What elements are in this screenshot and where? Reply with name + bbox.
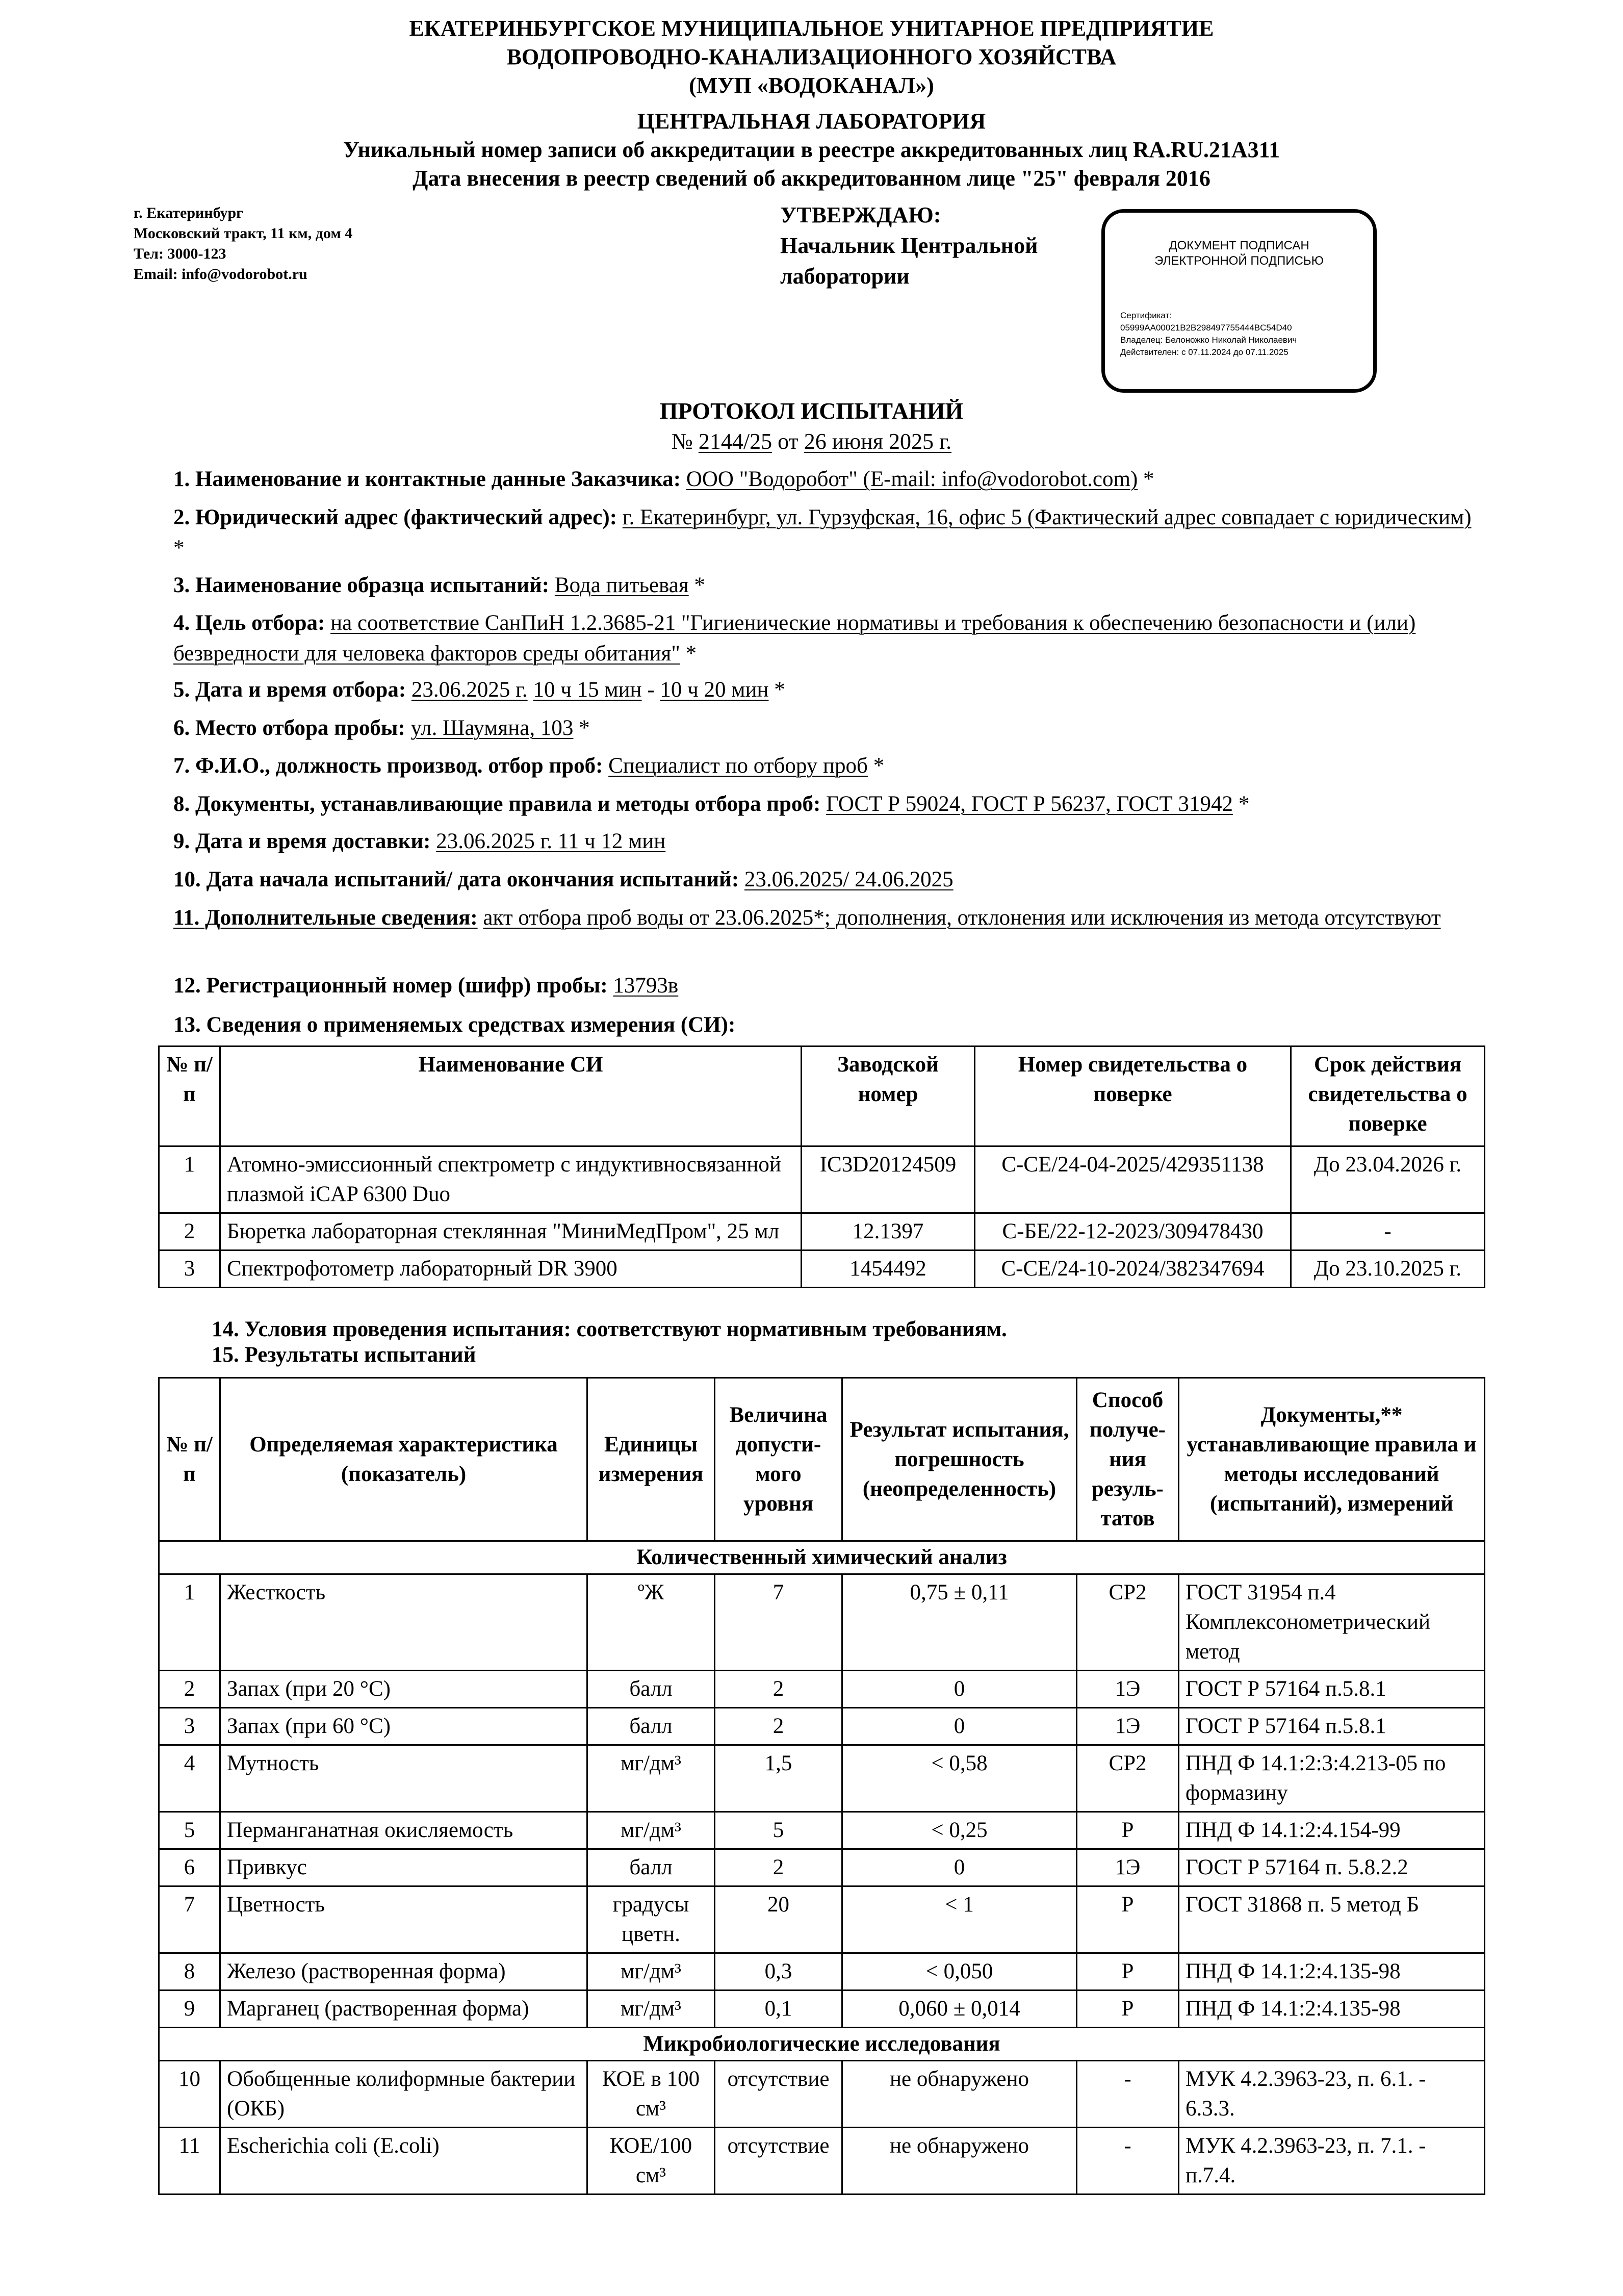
stamp-cert-value: 05999AA00021B2B298497755444BC54D40	[1120, 323, 1292, 333]
result-cell-documents: ПНД Ф 14.1:2:4.135-98	[1179, 1991, 1485, 2028]
result-cell-result: 0	[842, 1849, 1077, 1886]
item-purpose-value: на соответствие СанПиН 1.2.3685-21 "Гигиенические нормативы и требования к обеспечению безопасности и (или) безвредности для человека факторов среды обитания"	[173, 611, 1416, 666]
item-results-heading: 15. Результаты испытаний	[212, 1343, 476, 1367]
result-cell-number: 1	[159, 1574, 220, 1671]
result-cell-limit: 2	[715, 1849, 842, 1886]
stamp-owner: Владелец: Белоножко Николай Николаевич	[1120, 335, 1297, 345]
result-cell-method: Р	[1077, 1953, 1179, 1991]
result-cell-documents: ПНД Ф 14.1:2:4.135-98	[1179, 1953, 1485, 1991]
item-sampler-value: Специалист по отбору проб	[608, 754, 868, 778]
results-header-documents: Документы,** устанавливающие правила и методы исследований (испытаний), измерений	[1179, 1378, 1485, 1541]
item-delivery	[173, 826, 1479, 857]
results-table-row	[159, 1849, 1485, 1886]
results-table-row	[159, 1671, 1485, 1708]
result-cell-result: < 1	[842, 1886, 1077, 1953]
item-sampling-datetime	[173, 675, 1479, 705]
result-cell-parameter: Escherichia coli (E.coli)	[220, 2128, 587, 2195]
result-cell-limit: 1,5	[715, 1745, 842, 1812]
item-sampling-place	[173, 713, 1479, 744]
result-cell-documents: ГОСТ Р 57164 п.5.8.1	[1179, 1671, 1485, 1708]
result-cell-units: КОЕ в 100 см³	[587, 2061, 715, 2128]
stamp-validity: Действителен: с 07.11.2024 до 07.11.2025	[1120, 347, 1289, 357]
result-cell-units: КОЕ/100 см³	[587, 2128, 715, 2195]
result-cell-method: 1Э	[1077, 1671, 1179, 1708]
results-header-number: № п/п	[159, 1378, 220, 1541]
footnote-star: *	[1238, 792, 1250, 816]
result-cell-result: 0	[842, 1671, 1077, 1708]
si-table-header-row	[159, 1047, 1485, 1146]
item-sample-name-value: Вода питьевая	[554, 573, 689, 597]
contacts-block	[134, 203, 491, 285]
result-cell-parameter: Перманганатная окисляемость	[220, 1812, 587, 1849]
results-section-row	[159, 1541, 1485, 1574]
item-sampling-datetime-label: 5. Дата и время отбора:	[173, 678, 406, 702]
result-cell-method: 1Э	[1077, 1849, 1179, 1886]
result-cell-parameter: Жесткость	[220, 1574, 587, 1671]
result-cell-limit: 7	[715, 1574, 842, 1671]
result-cell-units: градусы цветн.	[587, 1886, 715, 1953]
result-cell-method: Р	[1077, 1812, 1179, 1849]
result-cell-limit: 2	[715, 1671, 842, 1708]
accreditation-number: Уникальный номер записи об аккредитации в реестре аккредитованных лиц RA.RU.21А311	[343, 137, 1280, 162]
result-cell-method: -	[1077, 2061, 1179, 2128]
result-cell-units: балл	[587, 1849, 715, 1886]
item-delivery-value: 23.06.2025 г. 11 ч 12 мин	[436, 829, 666, 853]
item-test-conditions: 14. Условия проведения испытания: соответствуют нормативным требованиям.	[212, 1317, 1007, 1341]
result-cell-number: 2	[159, 1671, 220, 1708]
result-cell-units: балл	[587, 1671, 715, 1708]
stamp-title-line2: ЭЛЕКТРОННОЙ ПОДПИСЬЮ	[1154, 254, 1324, 268]
item-additional-info-value: ; дополнения, отклонения или исключения из метода отсутствуют	[824, 906, 1441, 930]
result-cell-parameter: Обобщенные колиформные бактерии (ОКБ)	[220, 2061, 587, 2128]
footnote-star: *	[579, 716, 590, 740]
footnote-star: *	[685, 642, 697, 666]
result-cell-units: ºЖ	[587, 1574, 715, 1671]
item-sampling-docs-label: 8. Документы, устанавливающие правила и методы отбора проб:	[173, 792, 821, 816]
results-header-limit: Величина допусти-мого уровня	[715, 1378, 842, 1541]
result-cell-result: < 0,58	[842, 1745, 1077, 1812]
item-customer-label: 1. Наименование и контактные данные Заказчика:	[173, 467, 681, 491]
result-cell-parameter: Запах (при 20 °С)	[220, 1671, 587, 1708]
footnote-star: *	[813, 906, 825, 930]
si-table-row	[159, 1146, 1485, 1213]
result-cell-method: Р	[1077, 1991, 1179, 2028]
stamp-details	[1120, 310, 1370, 359]
result-cell-method: СР2	[1077, 1574, 1179, 1671]
item-registration-number-value: 13793в	[613, 974, 679, 998]
item-legal-address	[173, 502, 1479, 564]
item-sample-name	[173, 570, 1479, 601]
result-cell-limit: 2	[715, 1708, 842, 1745]
time-range-dash: -	[647, 678, 655, 702]
si-cell-certificate: С-СЕ/24-04-2025/429351138	[975, 1146, 1291, 1213]
result-cell-parameter: Цветность	[220, 1886, 587, 1953]
result-cell-units: мг/дм³	[587, 1812, 715, 1849]
result-cell-documents: МУК 4.2.3963-23, п. 7.1. - п.7.4.	[1179, 2128, 1485, 2195]
result-cell-limit: 5	[715, 1812, 842, 1849]
results-header-result: Результат испытания, погрешность (неопределенность)	[842, 1378, 1077, 1541]
footnote-star: *	[774, 678, 785, 702]
protocol-title: ПРОТОКОЛ ИСПЫТАНИЙ	[659, 398, 964, 424]
item-customer-value: ООО "Водоробот" (E-mail: info@vodorobot.com)	[686, 467, 1138, 491]
result-cell-result: 0,75 ± 0,11	[842, 1574, 1077, 1671]
lab-name: ЦЕНТРАЛЬНАЯ ЛАБОРАТОРИЯ	[637, 109, 986, 134]
accreditation-date: Дата внесения в реестр сведений об аккредитованном лице "25" февраля 2016	[413, 166, 1210, 191]
results-header-method: Способ получе-ния резуль-татов	[1077, 1378, 1179, 1541]
test-results-table	[158, 1377, 1485, 2195]
result-cell-documents: МУК 4.2.3963-23, п. 6.1. - 6.3.3.	[1179, 2061, 1485, 2128]
item-test-dates-value: 23.06.2025/ 24.06.2025	[744, 868, 954, 891]
result-cell-documents: ПНД Ф 14.1:2:4.154-99	[1179, 1812, 1485, 1849]
result-cell-result: не обнаружено	[842, 2061, 1077, 2128]
results-section-row	[159, 2028, 1485, 2061]
result-cell-limit: 20	[715, 1886, 842, 1953]
results-table-row	[159, 1991, 1485, 2028]
item-delivery-label: 9. Дата и время доставки:	[173, 829, 431, 853]
item-sample-name-label: 3. Наименование образца испытаний:	[173, 573, 550, 597]
result-cell-number: 8	[159, 1953, 220, 1991]
result-cell-parameter: Запах (при 60 °С)	[220, 1708, 587, 1745]
si-cell-validity: До 23.04.2026 г.	[1291, 1146, 1485, 1213]
results-table-row	[159, 1812, 1485, 1849]
item-legal-address-label: 2. Юридический адрес (фактический адрес):	[173, 505, 617, 529]
result-cell-result: 0	[842, 1708, 1077, 1745]
result-cell-method: Р	[1077, 1886, 1179, 1953]
result-cell-number: 5	[159, 1812, 220, 1849]
si-cell-name: Бюретка лабораторная стеклянная "МиниМедПром", 25 мл	[220, 1213, 802, 1251]
result-cell-number: 9	[159, 1991, 220, 2028]
result-cell-method: СР2	[1077, 1745, 1179, 1812]
si-cell-number: 2	[159, 1213, 220, 1251]
result-cell-result: 0,060 ± 0,014	[842, 1991, 1077, 2028]
si-header-number: № п/п	[159, 1047, 220, 1146]
results-header-parameter: Определяемая характеристика (показатель)	[220, 1378, 587, 1541]
protocol-number-line	[0, 426, 1623, 457]
item-additional-info-act: акт отбора проб воды от 23.06.2025	[483, 906, 814, 930]
si-cell-validity: До 23.10.2025 г.	[1291, 1251, 1485, 1288]
result-cell-units: балл	[587, 1708, 715, 1745]
si-table-row	[159, 1213, 1485, 1251]
results-table-row	[159, 2061, 1485, 2128]
results-table-row	[159, 2128, 1485, 2195]
result-cell-parameter: Марганец (растворенная форма)	[220, 1991, 587, 2028]
result-cell-documents: ГОСТ 31868 п. 5 метод Б	[1179, 1886, 1485, 1953]
result-cell-parameter: Мутность	[220, 1745, 587, 1812]
protocol-date: 26 июня 2025 г.	[804, 429, 952, 454]
si-cell-certificate: С-СЕ/24-10-2024/382347694	[975, 1251, 1291, 1288]
result-cell-result: < 0,25	[842, 1812, 1077, 1849]
protocol-number: 2144/25	[698, 429, 772, 454]
results-table-row	[159, 1745, 1485, 1812]
item-sampling-docs-value: ГОСТ Р 59024, ГОСТ Р 56237, ГОСТ 31942	[826, 792, 1233, 816]
result-cell-units: мг/дм³	[587, 1745, 715, 1812]
date-prefix: от	[778, 429, 798, 454]
result-cell-method: 1Э	[1077, 1708, 1179, 1745]
results-table-row	[159, 1574, 1485, 1671]
item-sampling-docs	[173, 789, 1479, 820]
item-sampler	[173, 751, 1479, 781]
si-cell-number: 3	[159, 1251, 220, 1288]
approval-position-line2: лаборатории	[780, 264, 910, 289]
results-table-row	[159, 1953, 1485, 1991]
footnote-star: *	[694, 573, 705, 597]
si-header-validity: Срок действия свидетельства о поверке	[1291, 1047, 1485, 1146]
result-cell-documents: ГОСТ Р 57164 п.5.8.1	[1179, 1708, 1485, 1745]
si-cell-name: Атомно-эмиссионный спектрометр с индуктивносвязанной плазмой iCAP 6300 Duo	[220, 1146, 802, 1213]
item-registration-number	[173, 971, 1479, 1001]
stamp-cert-label: Сертификат:	[1120, 311, 1172, 320]
result-cell-documents: ГОСТ 31954 п.4 Комплексонометрический метод	[1179, 1574, 1485, 1671]
si-cell-serial: IC3D20124509	[802, 1146, 975, 1213]
item-legal-address-value: г. Екатеринбург, ул. Гурзуфская, 16, офис 5 (Фактический адрес совпадает с юридическим)	[622, 505, 1472, 529]
item-purpose-label: 4. Цель отбора:	[173, 611, 325, 635]
result-cell-number: 7	[159, 1886, 220, 1953]
si-header-certificate: Номер свидетельства о поверке	[975, 1047, 1291, 1146]
org-name-line3: (МУП «ВОДОКАНАЛ»)	[689, 73, 934, 98]
item-additional-info-label: 11. Дополнительные сведения:	[173, 906, 478, 930]
sampling-time-start: 10 ч 15 мин	[533, 678, 642, 702]
result-cell-documents: ПНД Ф 14.1:2:3:4.213-05 по формазину	[1179, 1745, 1485, 1812]
si-cell-certificate: С-БЕ/22-12-2023/309478430	[975, 1213, 1291, 1251]
sampling-date: 23.06.2025 г.	[411, 678, 528, 702]
stamp-title-line1: ДОКУМЕНТ ПОДПИСАН	[1169, 239, 1309, 252]
result-cell-method: -	[1077, 2128, 1179, 2195]
si-header-name: Наименование СИ	[220, 1047, 802, 1146]
results-header-units: Единицы измерения	[587, 1378, 715, 1541]
approval-position-line1: Начальник Центральной	[780, 233, 1038, 258]
result-cell-units: мг/дм³	[587, 1991, 715, 2028]
si-cell-serial: 12.1397	[802, 1213, 975, 1251]
result-cell-result: не обнаружено	[842, 2128, 1077, 2195]
item-test-dates-label: 10. Дата начала испытаний/ дата окончания испытаний:	[173, 868, 739, 891]
results-table-row	[159, 1886, 1485, 1953]
result-cell-limit: отсутствие	[715, 2128, 842, 2195]
number-sign: №	[671, 429, 693, 454]
results-section-title: Микробиологические исследования	[159, 2028, 1485, 2061]
item-sampler-label: 7. Ф.И.О., должность производ. отбор проб:	[173, 754, 603, 778]
measurement-instruments-table	[158, 1045, 1485, 1288]
result-cell-number: 3	[159, 1708, 220, 1745]
contact-email: Email: info@vodorobot.ru	[134, 266, 307, 283]
item-si-heading: 13. Сведения о применяемых средствах измерения (СИ):	[173, 1013, 736, 1037]
result-cell-number: 11	[159, 2128, 220, 2195]
item-sampling-place-value: ул. Шаумяна, 103	[410, 716, 574, 740]
footnote-star: *	[173, 536, 185, 560]
result-cell-units: мг/дм³	[587, 1953, 715, 1991]
result-cell-parameter: Привкус	[220, 1849, 587, 1886]
result-cell-documents: ГОСТ Р 57164 п. 5.8.2.2	[1179, 1849, 1485, 1886]
approval-title: УТВЕРЖДАЮ:	[780, 202, 941, 227]
result-cell-number: 10	[159, 2061, 220, 2128]
results-table-row	[159, 1708, 1485, 1745]
stamp-title	[1105, 238, 1373, 269]
result-cell-number: 4	[159, 1745, 220, 1812]
si-cell-name: Спектрофотометр лабораторный DR 3900	[220, 1251, 802, 1288]
si-cell-serial: 1454492	[802, 1251, 975, 1288]
contact-address: Московский тракт, 11 км, дом 4	[134, 225, 353, 242]
item-additional-info	[173, 903, 1479, 933]
si-table-row	[159, 1251, 1485, 1288]
footnote-star: *	[1143, 467, 1154, 491]
si-cell-validity: -	[1291, 1213, 1485, 1251]
result-cell-result: < 0,050	[842, 1953, 1077, 1991]
item-registration-number-label: 12. Регистрационный номер (шифр) пробы:	[173, 974, 608, 998]
contact-phone: Тел: 3000-123	[134, 245, 226, 262]
result-cell-limit: 0,3	[715, 1953, 842, 1991]
org-name-line1: ЕКАТЕРИНБУРГСКОЕ МУНИЦИПАЛЬНОЕ УНИТАРНОЕ ПРЕДПРИЯТИЕ	[409, 16, 1214, 41]
item-customer	[173, 464, 1479, 495]
footnote-star: *	[873, 754, 885, 778]
item-test-dates	[173, 864, 1479, 895]
result-cell-limit: 0,1	[715, 1991, 842, 2028]
results-table-header-row	[159, 1378, 1485, 1541]
result-cell-parameter: Железо (растворенная форма)	[220, 1953, 587, 1991]
si-header-serial: Заводской номер	[802, 1047, 975, 1146]
approval-block	[780, 200, 1086, 292]
item-sampling-place-label: 6. Место отбора пробы:	[173, 716, 405, 740]
contact-city: г. Екатеринбург	[134, 205, 243, 221]
org-name-line2: ВОДОПРОВОДНО-КАНАЛИЗАЦИОННОГО ХОЗЯЙСТВА	[506, 44, 1117, 69]
item-purpose	[173, 608, 1479, 669]
e-signature-stamp	[1101, 209, 1377, 393]
result-cell-number: 6	[159, 1849, 220, 1886]
sampling-time-end: 10 ч 20 мин	[660, 678, 769, 702]
si-cell-number: 1	[159, 1146, 220, 1213]
results-section-title: Количественный химический анализ	[159, 1541, 1485, 1574]
result-cell-limit: отсутствие	[715, 2061, 842, 2128]
